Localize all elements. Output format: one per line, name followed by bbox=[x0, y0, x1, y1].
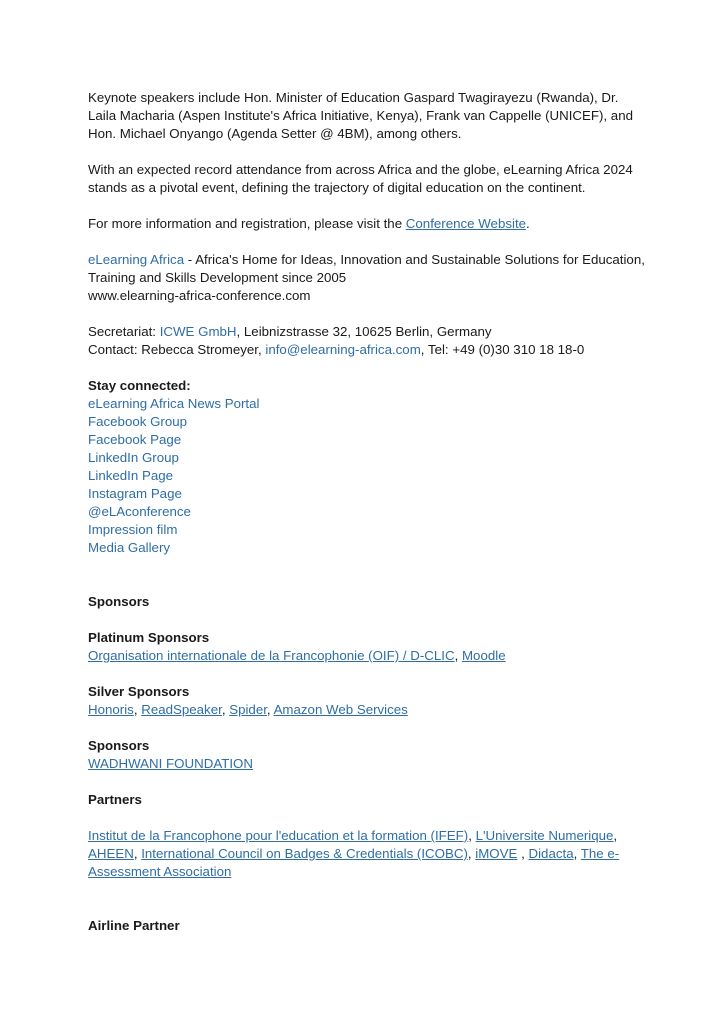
about-paragraph bbox=[88, 251, 648, 287]
sponsors-heading: Sponsors bbox=[88, 594, 150, 609]
more-info-paragraph bbox=[88, 215, 648, 233]
oif-link[interactable]: Organisation internationale de la Francophonie (OIF) / D-CLIC bbox=[88, 648, 455, 663]
partners-heading: Partners bbox=[88, 792, 142, 807]
stay-connected-list bbox=[88, 395, 648, 557]
more-info-suffix: . bbox=[526, 216, 530, 231]
linkedin-group-link[interactable]: LinkedIn Group bbox=[88, 450, 179, 465]
contact-line bbox=[88, 341, 648, 359]
more-info-text: For more information and registration, please visit the bbox=[88, 216, 406, 231]
spider-link[interactable]: Spider bbox=[229, 702, 267, 717]
wadhwani-link[interactable]: WADHWANI FOUNDATION bbox=[88, 756, 253, 771]
universite-numerique-link[interactable]: L'Universite Numerique bbox=[475, 828, 614, 843]
readspeaker-link[interactable]: ReadSpeaker bbox=[141, 702, 222, 717]
instagram-page-link[interactable]: Instagram Page bbox=[88, 486, 182, 501]
contact-prefix: Contact: Rebecca Stromeyer, bbox=[88, 342, 266, 357]
moodle-link[interactable]: Moodle bbox=[461, 648, 506, 663]
imove-link[interactable]: iMOVE bbox=[475, 846, 518, 861]
aheen-link[interactable]: AHEEN bbox=[88, 846, 134, 861]
about-description: - Africa's Home for Ideas, Innovation and Sustainable Solutions for Education, Training and Skills Development since 2005 bbox=[88, 252, 645, 285]
contact-tel: , Tel: +49 (0)30 310 18 18-0 bbox=[420, 342, 585, 357]
about-url: www.elearning-africa-conference.com bbox=[88, 288, 311, 303]
email-link[interactable]: info@elearning-africa.com bbox=[265, 342, 421, 357]
conference-website-link[interactable]: Conference Website bbox=[405, 216, 527, 231]
platinum-sponsors-line: Organisation internationale de la Francophonie (OIF) / D-CLIC, Moodle bbox=[88, 648, 506, 663]
ifef-link[interactable]: Institut de la Francophone pour l'education et la formation (IFEF) bbox=[88, 828, 469, 843]
icobc-link[interactable]: International Council on Badges & Credentials (ICOBC) bbox=[141, 846, 468, 861]
didacta-link[interactable]: Didacta bbox=[528, 846, 574, 861]
partners-line: Institut de la Francophone pour l'education et la formation (IFEF), L'Universite Numerique, AHEEN, International Council on Badges & Credentials (ICOBC), iMOVE , Didacta, The e-Assessment Association bbox=[88, 828, 620, 879]
silver-sponsors-line: Honoris, ReadSpeaker, Spider, Amazon Web Services bbox=[88, 702, 408, 717]
aws-link[interactable]: Amazon Web Services bbox=[273, 702, 408, 717]
stay-connected-heading: Stay connected: bbox=[88, 378, 191, 393]
general-sponsors-heading: Sponsors bbox=[88, 738, 150, 753]
media-gallery-link[interactable]: Media Gallery bbox=[88, 540, 171, 555]
secretariat-address: , Leibnizstrasse 32, 10625 Berlin, Germany bbox=[236, 324, 492, 339]
news-portal-link[interactable]: eLearning Africa News Portal bbox=[88, 396, 260, 411]
secretariat-label: Secretariat: bbox=[88, 324, 160, 339]
silver-sponsors-heading: Silver Sponsors bbox=[88, 684, 190, 699]
airline-partner-heading: Airline Partner bbox=[88, 918, 180, 933]
secretariat-line bbox=[88, 323, 648, 341]
twitter-handle-link[interactable]: @eLAconference bbox=[88, 504, 191, 519]
platinum-sponsors-heading: Platinum Sponsors bbox=[88, 630, 210, 645]
keynote-paragraph: Keynote speakers include Hon. Minister of Education Gaspard Twagirayezu (Rwanda), Dr. Laila Macharia (Aspen Institute's Africa Initiative, Kenya), Frank van Cappelle (UNICEF), and Hon. Michael Onyango (Agenda Setter @ 4BM), among others. bbox=[88, 90, 633, 141]
honoris-link[interactable]: Honoris bbox=[88, 702, 134, 717]
elearning-africa-link[interactable]: eLearning Africa bbox=[88, 252, 185, 267]
facebook-group-link[interactable]: Facebook Group bbox=[88, 414, 188, 429]
facebook-page-link[interactable]: Facebook Page bbox=[88, 432, 182, 447]
attendance-paragraph: With an expected record attendance from across Africa and the globe, eLearning Africa 2024 stands as a pivotal event, defining the trajectory of digital education on the continent. bbox=[88, 162, 633, 195]
impression-film-link[interactable]: Impression film bbox=[88, 522, 178, 537]
linkedin-page-link[interactable]: LinkedIn Page bbox=[88, 468, 174, 483]
general-sponsors-line bbox=[88, 755, 648, 773]
document-body bbox=[88, 89, 648, 935]
e-assessment-link[interactable]: The e-Assessment Association bbox=[88, 846, 620, 879]
icwe-link[interactable]: ICWE GmbH bbox=[159, 324, 237, 339]
